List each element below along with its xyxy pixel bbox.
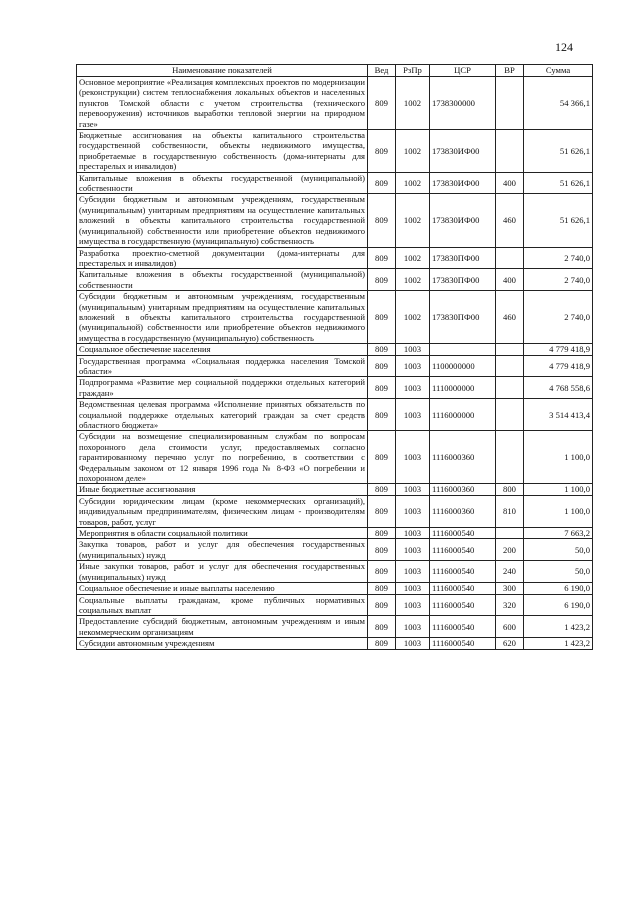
cell-csr: 1116000540 [430,583,496,594]
cell-rzpr: 1003 [396,484,430,495]
cell-vr [496,377,524,399]
cell-rzpr: 1002 [396,291,430,344]
cell-csr: 1116000540 [430,539,496,561]
cell-name: Разработка проектно-сметной документации (дома-интернаты для престарелых и инвалидов) [77,247,368,269]
header-row [77,65,593,77]
cell-vr [496,399,524,431]
cell-csr: 1116000540 [430,528,496,539]
cell-vr: 600 [496,616,524,638]
cell-vr: 400 [496,172,524,194]
cell-ved: 809 [368,194,396,247]
cell-sum: 1 100,0 [524,495,593,527]
table-row [77,377,593,399]
cell-vr [496,247,524,269]
cell-name: Социальное обеспечение населения [77,344,368,355]
table-row [77,291,593,344]
cell-csr: 1100000000 [430,355,496,377]
cell-rzpr: 1003 [396,377,430,399]
cell-rzpr: 1002 [396,269,430,291]
cell-csr: 173830ПФ00 [430,291,496,344]
cell-csr: 173830ИФ00 [430,172,496,194]
cell-ved: 809 [368,399,396,431]
cell-csr: 1116000540 [430,638,496,649]
cell-name: Подпрограмма «Развитие мер социальной поддержки отдельных категорий граждан» [77,377,368,399]
cell-rzpr: 1003 [396,638,430,649]
cell-name: Капитальные вложения в объекты государственной (муниципальной) собственности [77,269,368,291]
cell-rzpr: 1003 [396,583,430,594]
cell-rzpr: 1003 [396,431,430,484]
table-row [77,431,593,484]
cell-sum: 2 740,0 [524,291,593,344]
cell-csr: 173830ПФ00 [430,247,496,269]
table-row [77,616,593,638]
cell-csr: 1116000540 [430,594,496,616]
cell-rzpr: 1003 [396,539,430,561]
cell-vr [496,130,524,173]
table-row [77,194,593,247]
page-number: 124 [555,40,573,54]
cell-name: Субсидии бюджетным и автономным учреждениям, государственным (муниципальным) унитарным предприятиям на осуществление капитальных вложений в объекты капитального строительства государственной (муниципальной) собственности или приобретение объектов недвижимого имущества в государственную (муниципальную) собственность [77,194,368,247]
cell-ved: 809 [368,269,396,291]
cell-vr: 320 [496,594,524,616]
table-row [77,269,593,291]
cell-vr: 200 [496,539,524,561]
cell-vr: 620 [496,638,524,649]
cell-vr [496,344,524,355]
cell-csr: 1116000000 [430,399,496,431]
cell-sum: 4 768 558,6 [524,377,593,399]
cell-csr: 1738300000 [430,77,496,130]
cell-name: Социальное обеспечение и иные выплаты населению [77,583,368,594]
cell-name: Основное мероприятие «Реализация комплексных проектов по модернизации (реконструкции) систем теплоснабжения локальных объектов и населенных пунктов Томской области с учетом строительства (технического перевооружения) источников выработки тепловой энергии на природном газе» [77,77,368,130]
cell-sum: 3 514 413,4 [524,399,593,431]
cell-csr: 173830ПФ00 [430,269,496,291]
cell-name: Мероприятия в области социальной политики [77,528,368,539]
cell-csr [430,344,496,355]
cell-ved: 809 [368,616,396,638]
table-row [77,561,593,583]
cell-ved: 809 [368,247,396,269]
cell-ved: 809 [368,130,396,173]
cell-sum: 51 626,1 [524,130,593,173]
cell-sum: 50,0 [524,539,593,561]
cell-rzpr: 1003 [396,594,430,616]
cell-vr [496,431,524,484]
header-sum: Сумма [524,65,593,77]
cell-vr: 460 [496,291,524,344]
cell-rzpr: 1003 [396,495,430,527]
cell-name: Капитальные вложения в объекты государственной (муниципальной) собственности [77,172,368,194]
cell-csr: 1116000360 [430,484,496,495]
cell-rzpr: 1003 [396,616,430,638]
cell-ved: 809 [368,355,396,377]
cell-sum: 2 740,0 [524,269,593,291]
cell-rzpr: 1003 [396,399,430,431]
cell-ved: 809 [368,539,396,561]
table-row [77,77,593,130]
cell-csr: 173830ИФ00 [430,194,496,247]
cell-rzpr: 1003 [396,355,430,377]
cell-sum: 1 423,2 [524,616,593,638]
cell-vr [496,528,524,539]
cell-rzpr: 1002 [396,77,430,130]
table-row [77,583,593,594]
cell-sum: 4 779 418,9 [524,355,593,377]
header-vr: ВР [496,65,524,77]
header-rzpr: РзПр [396,65,430,77]
table-row [77,355,593,377]
cell-sum: 54 366,1 [524,77,593,130]
table-row [77,495,593,527]
cell-name: Закупка товаров, работ и услуг для обеспечения государственных (муниципальных) нужд [77,539,368,561]
budget-table [76,64,593,650]
cell-ved: 809 [368,583,396,594]
cell-name: Субсидии автономным учреждениям [77,638,368,649]
cell-rzpr: 1002 [396,194,430,247]
table-row [77,484,593,495]
table-row [77,172,593,194]
cell-vr: 810 [496,495,524,527]
cell-name: Субсидии бюджетным и автономным учреждениям, государственным (муниципальным) унитарным предприятиям на осуществление капитальных вложений в объекты капитального строительства государственной (муниципальной) собственности или приобретение объектов недвижимого имущества в государственную (муниципальную) собственность [77,291,368,344]
cell-csr: 1116000360 [430,431,496,484]
header-ved: Вед [368,65,396,77]
cell-ved: 809 [368,638,396,649]
cell-sum: 4 779 418,9 [524,344,593,355]
cell-ved: 809 [368,344,396,355]
cell-rzpr: 1003 [396,528,430,539]
cell-csr: 1116000540 [430,616,496,638]
cell-csr: 1116000360 [430,495,496,527]
table-row [77,594,593,616]
cell-vr: 800 [496,484,524,495]
cell-vr: 240 [496,561,524,583]
cell-rzpr: 1002 [396,172,430,194]
cell-ved: 809 [368,291,396,344]
table-row [77,539,593,561]
cell-name: Иные закупки товаров, работ и услуг для обеспечения государственных (муниципальных) нужд [77,561,368,583]
header-csr: ЦСР [430,65,496,77]
cell-ved: 809 [368,495,396,527]
cell-name: Государственная программа «Социальная поддержка населения Томской области» [77,355,368,377]
table-row [77,130,593,173]
cell-sum: 6 190,0 [524,583,593,594]
cell-name: Субсидии на возмещение специализированным службам по вопросам похоронного дела стоимости услуг, предоставляемых согласно гарантированному перечню услуг по погребению, в соответствии с Федеральным законом от 12 января 1996 года № 8-ФЗ «О погребении и похоронном деле» [77,431,368,484]
cell-vr: 460 [496,194,524,247]
cell-name: Субсидии юридическим лицам (кроме некоммерческих организаций), индивидуальным предпринимателям, физическим лицам - производителям товаров, работ, услуг [77,495,368,527]
cell-sum: 6 190,0 [524,594,593,616]
cell-rzpr: 1003 [396,344,430,355]
cell-ved: 809 [368,528,396,539]
cell-ved: 809 [368,172,396,194]
cell-sum: 1 423,2 [524,638,593,649]
cell-sum: 51 626,1 [524,194,593,247]
cell-name: Социальные выплаты гражданам, кроме публичных нормативных социальных выплат [77,594,368,616]
cell-name: Ведомственная целевая программа «Исполнение принятых обязательств по социальной поддержке отдельных категорий граждан за счет средств областного бюджета» [77,399,368,431]
cell-ved: 809 [368,77,396,130]
cell-ved: 809 [368,561,396,583]
cell-sum: 50,0 [524,561,593,583]
cell-name: Предоставление субсидий бюджетным, автономным учреждениям и иным некоммерческим организациям [77,616,368,638]
cell-ved: 809 [368,431,396,484]
cell-rzpr: 1002 [396,130,430,173]
cell-sum: 2 740,0 [524,247,593,269]
cell-csr: 1110000000 [430,377,496,399]
cell-name: Иные бюджетные ассигнования [77,484,368,495]
table-row [77,399,593,431]
cell-rzpr: 1003 [396,561,430,583]
cell-ved: 809 [368,594,396,616]
cell-sum: 51 626,1 [524,172,593,194]
cell-sum: 1 100,0 [524,431,593,484]
table-row [77,638,593,649]
cell-csr: 1116000540 [430,561,496,583]
header-name: Наименование показателей [77,65,368,77]
cell-vr: 300 [496,583,524,594]
table-row [77,247,593,269]
table-body [77,77,593,650]
cell-ved: 809 [368,377,396,399]
table-row [77,528,593,539]
cell-sum: 7 663,2 [524,528,593,539]
cell-name: Бюджетные ассигнования на объекты капитального строительства государственной собственности, объекты недвижимого имущества, приобретаемые в государственную собственность (дома-интернаты для престарелых и инвалидов) [77,130,368,173]
cell-vr: 400 [496,269,524,291]
cell-vr [496,77,524,130]
cell-vr [496,355,524,377]
table-row [77,344,593,355]
cell-ved: 809 [368,484,396,495]
cell-rzpr: 1002 [396,247,430,269]
cell-csr: 173830ИФ00 [430,130,496,173]
cell-sum: 1 100,0 [524,484,593,495]
